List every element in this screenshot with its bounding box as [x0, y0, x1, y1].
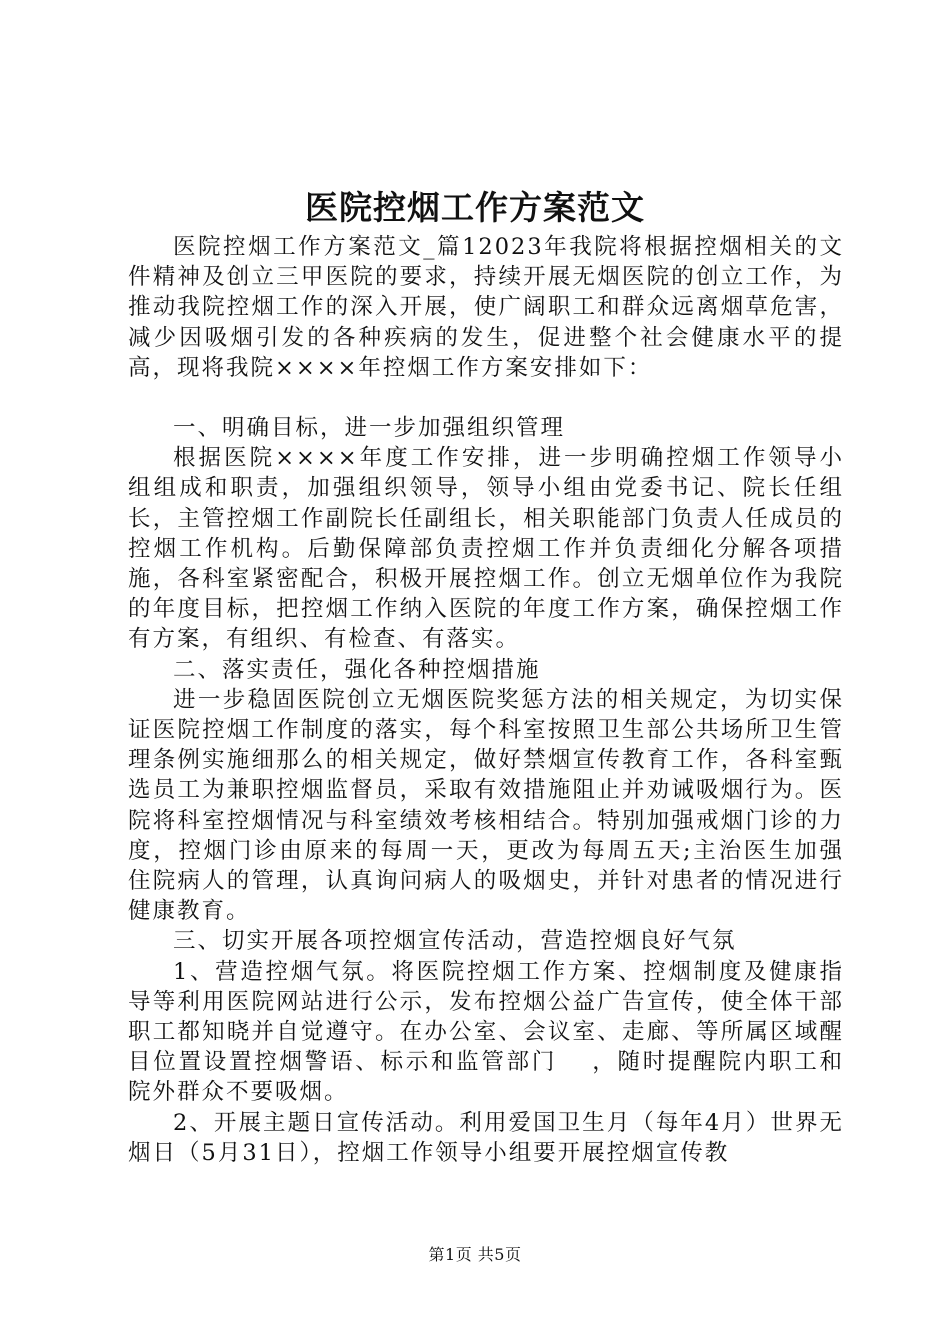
section-paragraph-1: 根据医院××××年度工作安排，进一步明确控烟工作领导小组组成和职责，加强组织领导，领导小组由党委书记、院长任组长，主管控烟工作副院长任副组长，相关职能部门负责人任成员的控烟工作机构。后勤保障部负责控烟工作并负责细化分解各项措施，各科室紧密配合，积极开展控烟工作。创立无烟单位作为我院的年度目标，把控烟工作纳入医院的年度工作方案，确保控烟工作有方案，有组织、有检查、有落实。	[128, 445, 844, 653]
document-body	[128, 232, 844, 1168]
section-paragraph-2: 进一步稳固医院创立无烟医院奖惩方法的相关规定，为切实保证医院控烟工作制度的落实，每个科室按照卫生部公共场所卫生管理条例实施细那么的相关规定，做好禁烟宣传教育工作，各科室甄选员工为兼职控烟监督员，采取有效措施阻止并劝诫吸烟行为。医院将科室控烟情况与科室绩效考核相结合。特别加强戒烟门诊的力度，控烟门诊由原来的每周一天，更改为每周五天;主治医生加强住院病人的管理，认真询问病人的吸烟史，并针对患者的情况进行健康教育。	[128, 686, 844, 925]
page-footer: 第1页 共5页	[428, 1245, 522, 1264]
section-paragraph-4: 2、开展主题日宣传活动。利用爱国卫生月（每年4月）世界无烟日（5月31日），控烟工作领导小组要开展控烟宣传教	[128, 1109, 844, 1166]
section-paragraph-3: 1、营造控烟气氛。将医院控烟工作方案、控烟制度及健康指导等利用医院网站进行公示，发布控烟公益广告宣传，使全体干部职工都知晓并自觉遵守。在办公室、会议室、走廊、等所属区域醒目位置设置控烟警语、标示和监管部门 ，随时提醒院内职工和院外群众不要吸烟。	[128, 958, 844, 1106]
section-heading-3: 三、切实开展各项控烟宣传活动，营造控烟良好气氛	[173, 928, 737, 955]
section-heading-2: 二、落实责任，强化各种控烟措施	[173, 656, 541, 683]
section-heading-1: 一、明确目标，进一步加强组织管理	[173, 415, 566, 442]
document-title: 医院控烟工作方案范文	[305, 188, 645, 227]
intro-paragraph: 医院控烟工作方案范文_篇12023年我院将根据控烟相关的文件精神及创立三甲医院的要求，持续开展无烟医院的创立工作，为推动我院控烟工作的深入开展，使广阔职工和群众远离烟草危害，减少因吸烟引发的各种疾病的发生，促进整个社会健康水平的提高，现将我院××××年控烟工作方案安排如下：	[128, 234, 844, 381]
